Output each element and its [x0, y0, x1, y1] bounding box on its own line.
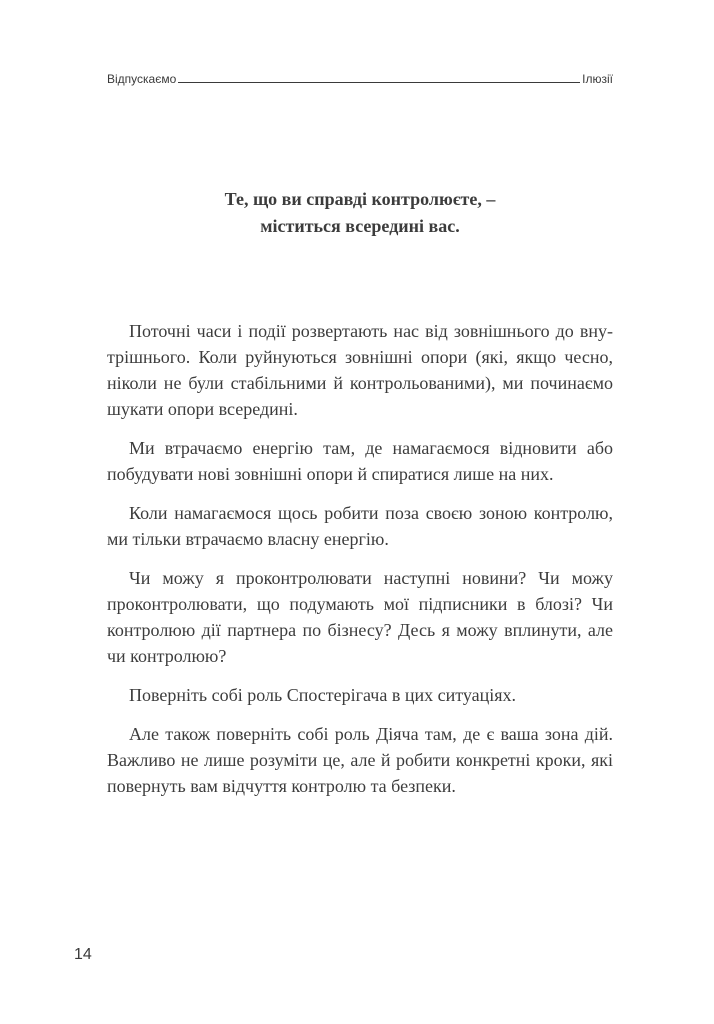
paragraph: Поточні часи і події розвертають нас від зовнішнього до внутрішнього. Коли руйнуються зовнішні опори (які, якщо чесно, ніколи не були стабільними й контрольованими), ми починаємо шукати опори всередині.	[107, 321, 613, 419]
header-rule	[178, 82, 580, 83]
pull-quote	[107, 186, 613, 240]
header-section-title: Відпускаємо	[107, 72, 177, 86]
paragraph: Коли намагаємося щось робити поза своєю зоною контролю, ми тільки втрачаємо власну енергію.	[107, 503, 613, 549]
paragraph: Чи можу я проконтролювати наступні новини? Чи можу проконтролювати, що подумають мої підписники в блозі? Чи контролюю дії партнера по бізнесу? Десь я можу вплинути, але чи контролюю?	[107, 568, 613, 666]
paragraph: Але також поверніть собі роль Діяча там, де є ваша зона дій. Важливо не лише розуміти це, але й робити конкретні кроки, які повернуть вам відчуття контролю та безпеки.	[107, 724, 613, 796]
header-chapter-title: Ілюзії	[582, 72, 613, 86]
pull-quote-line-2: міститься всередині вас.	[260, 216, 460, 236]
paragraph: Ми втрачаємо енергію там, де намагаємося відновити або побудувати нові зовнішні опори й спиратися лише на них.	[107, 438, 613, 484]
body-text	[107, 318, 613, 812]
paragraph: Поверніть собі роль Спостерігача в цих ситуаціях.	[129, 685, 516, 705]
running-header	[107, 72, 613, 86]
page-number: 14	[74, 946, 92, 963]
pull-quote-line-1: Те, що ви справді контролюєте, –	[224, 189, 496, 209]
